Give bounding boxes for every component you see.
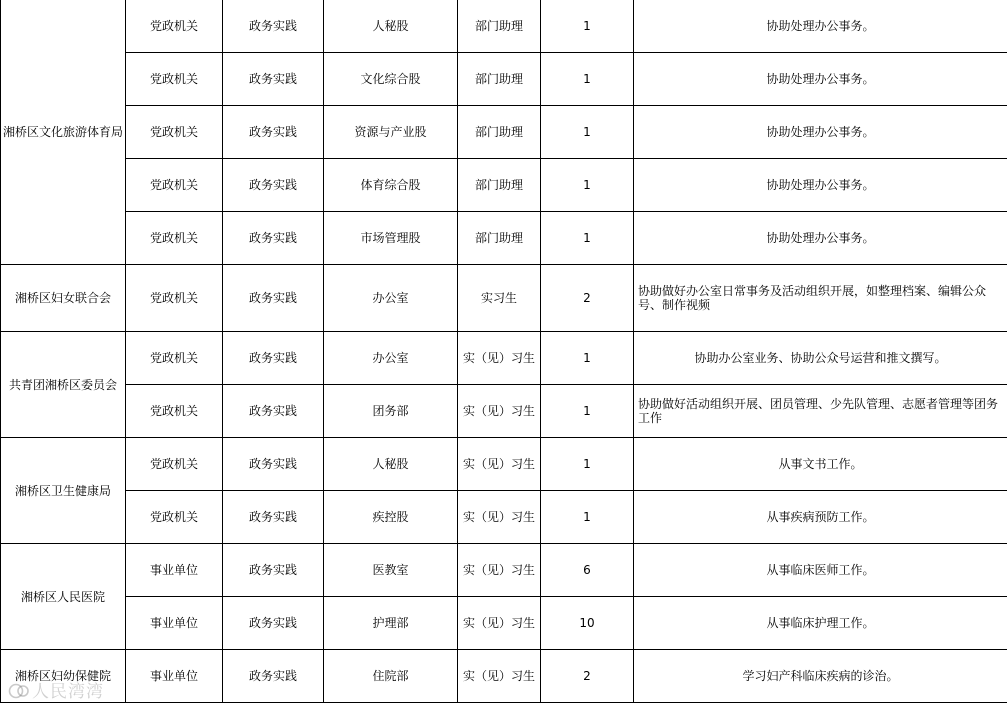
table-row xyxy=(1,53,1007,106)
duty-cell: 从事文书工作。 xyxy=(634,438,1007,491)
position-cell: 部门助理 xyxy=(458,53,541,106)
position-cell: 实（见）习生 xyxy=(458,385,541,438)
position-cell: 实（见）习生 xyxy=(458,438,541,491)
category-cell: 政务实践 xyxy=(223,597,324,650)
table-row xyxy=(1,650,1007,703)
count-cell: 1 xyxy=(541,438,634,491)
duty-cell: 协助处理办公事务。 xyxy=(634,0,1007,53)
org-cell: 湘桥区人民医院 xyxy=(1,544,126,650)
category-cell: 政务实践 xyxy=(223,650,324,703)
count-cell: 6 xyxy=(541,544,634,597)
org-cell: 共青团湘桥区委员会 xyxy=(1,332,126,438)
position-cell: 部门助理 xyxy=(458,212,541,265)
department-cell: 市场管理股 xyxy=(324,212,458,265)
org-cell: 湘桥区妇女联合会 xyxy=(1,265,126,332)
unit-type-cell: 党政机关 xyxy=(126,491,223,544)
unit-type-cell: 党政机关 xyxy=(126,332,223,385)
position-cell: 部门助理 xyxy=(458,159,541,212)
position-cell: 实（见）习生 xyxy=(458,650,541,703)
department-cell: 疾控股 xyxy=(324,491,458,544)
unit-type-cell: 党政机关 xyxy=(126,0,223,53)
org-cell: 湘桥区妇幼保健院 xyxy=(1,650,126,703)
duty-cell: 协助做好活动组织开展、团员管理、少先队管理、志愿者管理等团务工作 xyxy=(634,385,1007,438)
position-cell: 部门助理 xyxy=(458,106,541,159)
table-row xyxy=(1,106,1007,159)
position-cell: 实（见）习生 xyxy=(458,597,541,650)
category-cell: 政务实践 xyxy=(223,159,324,212)
org-cell: 湘桥区文化旅游体育局 xyxy=(1,0,126,265)
department-cell: 文化综合股 xyxy=(324,53,458,106)
category-cell: 政务实践 xyxy=(223,385,324,438)
department-cell: 人秘股 xyxy=(324,438,458,491)
count-cell: 1 xyxy=(541,0,634,53)
count-cell: 1 xyxy=(541,159,634,212)
duty-cell: 协助办公室业务、协助公众号运营和推文撰写。 xyxy=(634,332,1007,385)
duty-cell: 协助处理办公事务。 xyxy=(634,106,1007,159)
duty-cell: 从事临床医师工作。 xyxy=(634,544,1007,597)
count-cell: 2 xyxy=(541,265,634,332)
department-cell: 资源与产业股 xyxy=(324,106,458,159)
count-cell: 1 xyxy=(541,212,634,265)
count-cell: 10 xyxy=(541,597,634,650)
unit-type-cell: 党政机关 xyxy=(126,159,223,212)
unit-type-cell: 党政机关 xyxy=(126,385,223,438)
duty-cell: 从事临床护理工作。 xyxy=(634,597,1007,650)
category-cell: 政务实践 xyxy=(223,491,324,544)
unit-type-cell: 党政机关 xyxy=(126,106,223,159)
department-cell: 住院部 xyxy=(324,650,458,703)
department-cell: 办公室 xyxy=(324,265,458,332)
position-cell: 实（见）习生 xyxy=(458,544,541,597)
unit-type-cell: 事业单位 xyxy=(126,597,223,650)
table-row xyxy=(1,597,1007,650)
table-row xyxy=(1,385,1007,438)
table-row xyxy=(1,159,1007,212)
table-row xyxy=(1,438,1007,491)
department-cell: 人秘股 xyxy=(324,0,458,53)
category-cell: 政务实践 xyxy=(223,332,324,385)
category-cell: 政务实践 xyxy=(223,53,324,106)
unit-type-cell: 党政机关 xyxy=(126,265,223,332)
unit-type-cell: 事业单位 xyxy=(126,544,223,597)
position-cell: 部门助理 xyxy=(458,0,541,53)
category-cell: 政务实践 xyxy=(223,106,324,159)
table-row xyxy=(1,212,1007,265)
table-row xyxy=(1,265,1007,332)
duty-cell: 学习妇产科临床疾病的诊治。 xyxy=(634,650,1007,703)
category-cell: 政务实践 xyxy=(223,0,324,53)
position-cell: 实（见）习生 xyxy=(458,332,541,385)
duty-cell: 从事疾病预防工作。 xyxy=(634,491,1007,544)
count-cell: 1 xyxy=(541,491,634,544)
department-cell: 团务部 xyxy=(324,385,458,438)
table-row xyxy=(1,491,1007,544)
unit-type-cell: 事业单位 xyxy=(126,650,223,703)
duty-cell: 协助处理办公事务。 xyxy=(634,53,1007,106)
org-cell: 湘桥区卫生健康局 xyxy=(1,438,126,544)
count-cell: 1 xyxy=(541,53,634,106)
position-cell: 实（见）习生 xyxy=(458,491,541,544)
department-cell: 办公室 xyxy=(324,332,458,385)
duty-cell: 协助做好办公室日常事务及活动组织开展，如整理档案、编辑公众号、制作视频 xyxy=(634,265,1007,332)
count-cell: 1 xyxy=(541,106,634,159)
department-cell: 医教室 xyxy=(324,544,458,597)
table-row xyxy=(1,332,1007,385)
count-cell: 2 xyxy=(541,650,634,703)
category-cell: 政务实践 xyxy=(223,265,324,332)
unit-type-cell: 党政机关 xyxy=(126,212,223,265)
unit-type-cell: 党政机关 xyxy=(126,438,223,491)
category-cell: 政务实践 xyxy=(223,438,324,491)
watermark-text: 人民湾湾 xyxy=(32,682,104,702)
category-cell: 政务实践 xyxy=(223,212,324,265)
position-cell: 实习生 xyxy=(458,265,541,332)
duty-cell: 协助处理办公事务。 xyxy=(634,159,1007,212)
department-cell: 护理部 xyxy=(324,597,458,650)
table-row xyxy=(1,544,1007,597)
count-cell: 1 xyxy=(541,332,634,385)
department-cell: 体育综合股 xyxy=(324,159,458,212)
category-cell: 政务实践 xyxy=(223,544,324,597)
count-cell: 1 xyxy=(541,385,634,438)
table-row xyxy=(1,0,1007,53)
unit-type-cell: 党政机关 xyxy=(126,53,223,106)
duty-cell: 协助处理办公事务。 xyxy=(634,212,1007,265)
